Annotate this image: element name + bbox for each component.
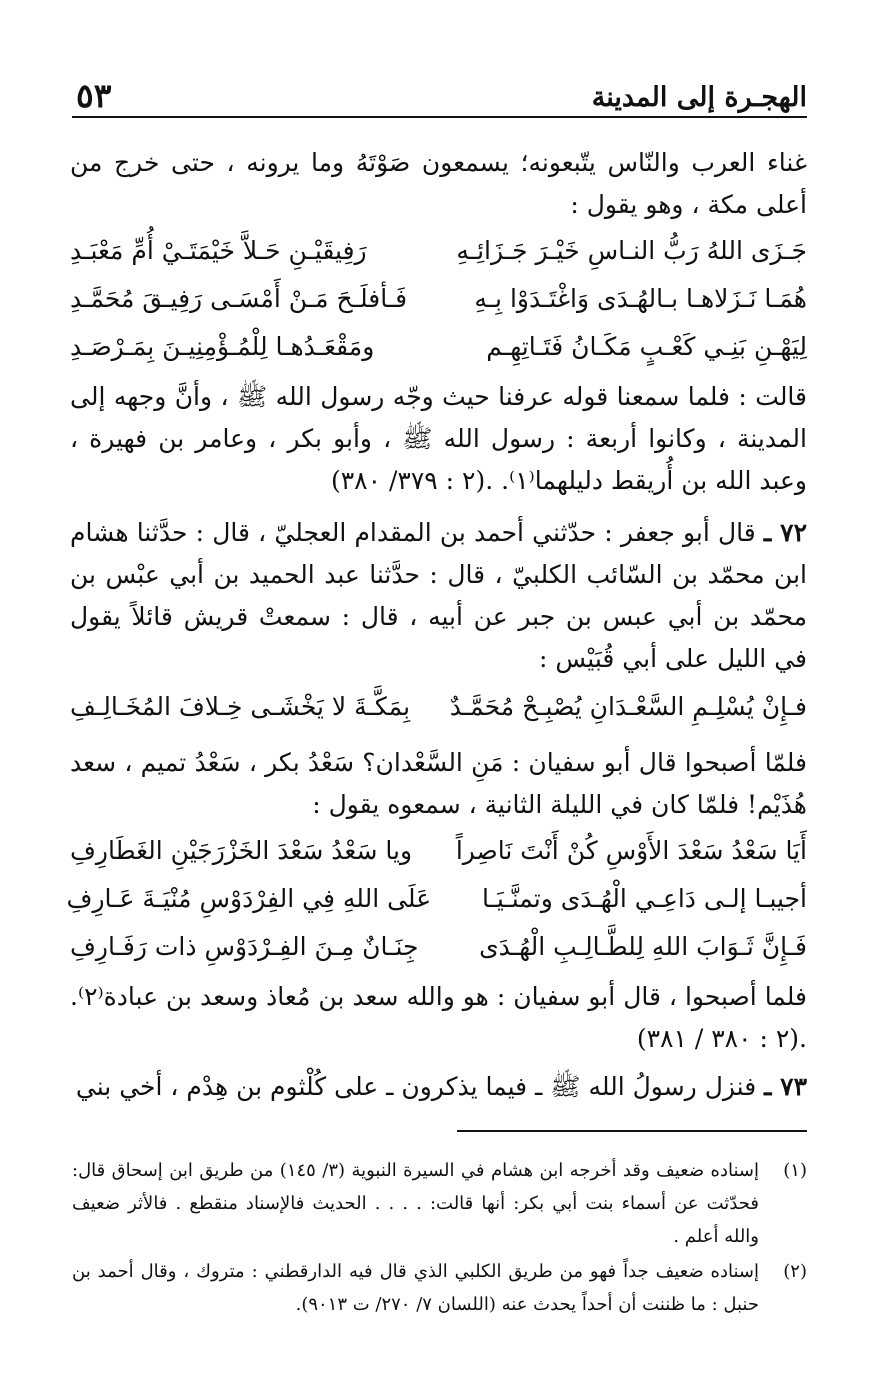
paragraph-two-saads [70, 976, 807, 1060]
paragraph-intro [70, 142, 807, 226]
report-72 [70, 512, 807, 680]
page-number: ٥٣ [76, 76, 112, 115]
hemistich-second: جِنَـانٌ مِـنَ الفِـرْدَوْسِ ذات رَفَـارِفِ [70, 931, 419, 961]
footnote [72, 1255, 807, 1321]
report-number: ٧٢ ـ [763, 518, 808, 547]
hemistich-second: ومَقْعَـدُهـا لِلْمُـؤْمِنِيـنَ بِمَـرْصَـدِ [70, 331, 375, 361]
footnote-text: إسناده ضعيف جداً فهو من طريق الكلبي الذي قال فيه الدارقطني : متروك ، وقال أحمد بن حنبل : ما ظننت أن أحداً يحدث عنه (اللسان ٧/ ٢٧٠/ ت ٩٠١٣). [72, 1261, 759, 1315]
reference-citation: (٢ : ٣٧٩/ ٣٨٠). [330, 466, 494, 495]
verse-line [70, 922, 807, 970]
verse-line [70, 226, 807, 274]
footnote-separator [457, 1130, 807, 1132]
hemistich-second: ويا سَعْدُ سَعْدَ الخَزْرَجَيْنِ الغَطَارِفِ [70, 835, 413, 865]
reference-citation: (٢ : ٣٨٠ / ٣٨١). [636, 1024, 807, 1053]
verse-line [70, 322, 807, 370]
running-header [72, 70, 807, 118]
hemistich-second: رَفِيقَيْـنِ حَـلاَّ خَيْمَتَـيْ أُمِّ مَعْبَـدِ [70, 235, 367, 265]
footnotes [72, 1154, 807, 1323]
hemistich-first: أَيَا سَعْدُ سَعْدَ الأَوْسِ كُنْ أَنْتَ نَاصِراً [455, 835, 807, 865]
paragraph-text: فنزل رسولُ الله ﷺ ـ فيما يذكرون ـ على كُلْثوم بن هِدْم ، أخي بني [75, 1072, 757, 1101]
hemistich-first: فـإِنْ يُسْلِـمِ السَّعْـدَانِ يُصْبِـحْ مُحَمَّـدٌ [449, 691, 807, 721]
paragraph-text: فلمّا أصبحوا قال أبو سفيان : مَنِ السَّعْدان؟ سَعْدُ بكر ، سَعْدُ تميم ، سعد هُذَيْم! فلمّا كان في الليلة الثانية ، سمعوه يقول : [70, 748, 807, 819]
report-73 [70, 1066, 807, 1108]
poem-block-3 [66, 826, 807, 970]
footnote-number: (١) [783, 1160, 807, 1181]
poem-block-2 [70, 682, 807, 730]
hemistich-second: بِمَكَّـةَ لا يَخْشَـى خِـلافَ المُخَـالِـفِ [70, 691, 411, 721]
hemistich-second: فَـأفلَـحَ مَـنْ أَمْسَـى رَفِيـقَ مُحَمَّـدِ [70, 283, 408, 313]
hemistich-first: فَـإِنَّ ثَـوَابَ اللهِ لِلطَّـالِـبِ الْهُـدَى [479, 931, 807, 961]
paragraph-abu-sufyan [70, 742, 807, 826]
hemistich-second: عَلَى اللهِ فِي الفِرْدَوْسِ مُنْيَـةَ عَـارِفِ [66, 883, 432, 913]
paragraph-text: قالت : فلما سمعنا قوله عرفنا حيث وجّه رسول الله ﷺ ، وأنَّ وجهه إلى المدينة ، وكانوا أربعة : رسول الله ﷺ ، وأبو بكر ، وعامر بن فهيرة ، وعبد الله بن أُريقط دليلهما⁽١⁾. [70, 382, 807, 495]
hemistich-first: هُمَـا نَـزَلاهـا بـالهُـدَى وَاغْتَـدَوْا بِـهِ [474, 283, 807, 313]
footnote [72, 1154, 807, 1253]
verse-line [70, 826, 807, 874]
paragraph-text: غناء العرب والنّاس يتّبعونه؛ يسمعون صَوْتَهُ وما يرونه ، حتى خرج من أعلى مكة ، وهو يقول : [70, 148, 807, 219]
hemistich-first: لِيَهْـنِ بَنِـي كَعْـبٍ مَكَـانُ فَتَـاتِهِـم [486, 331, 807, 361]
report-number: ٧٣ ـ [764, 1072, 807, 1101]
hemistich-first: جَـزَى اللهُ رَبُّ النـاسِ خَيْـرَ جَـزَائِـهِ [456, 235, 807, 265]
verse-line [70, 682, 807, 730]
paragraph-text: فلما أصبحوا ، قال أبو سفيان : هو والله سعد بن مُعاذ وسعد بن عبادة⁽٢⁾. [70, 982, 807, 1011]
verse-line [70, 274, 807, 322]
hemistich-first: أجيبـا إلـى دَاعِـي الْهُـدَى وتمنَّـيَـا [481, 883, 807, 913]
paragraph-text: قال أبو جعفر : حدّثني أحمد بن المقدام العجليّ ، قال : حدَّثنا هشام ابن محمّد بن السّائب الكلبيّ ، قال : حدَّثنا عبد الحميد بن أبي عبْس بن محمّد بن أبي عبس بن جبر عن أبيه ، قال : سمعتْ قريش قائلاً يقول في الليل على أبي قُبَيْس : [70, 518, 807, 673]
verse-line [66, 874, 807, 922]
footnote-number: (٢) [783, 1261, 807, 1282]
footnote-text: إسناده ضعيف وقد أخرجه ابن هشام في السيرة النبوية (٣/ ١٤٥) من طريق ابن إسحاق قال: فحدّثت عن أسماء بنت أبي بكر: أنها قالت: . . . . الحديث فالإسناد منقطع . فالأثر ضعيف والله أعلم . [72, 1160, 759, 1247]
chapter-title: الهجـرة إلى المدينة [591, 82, 807, 113]
poem-block-1 [70, 226, 807, 370]
paragraph-departure [70, 376, 807, 502]
